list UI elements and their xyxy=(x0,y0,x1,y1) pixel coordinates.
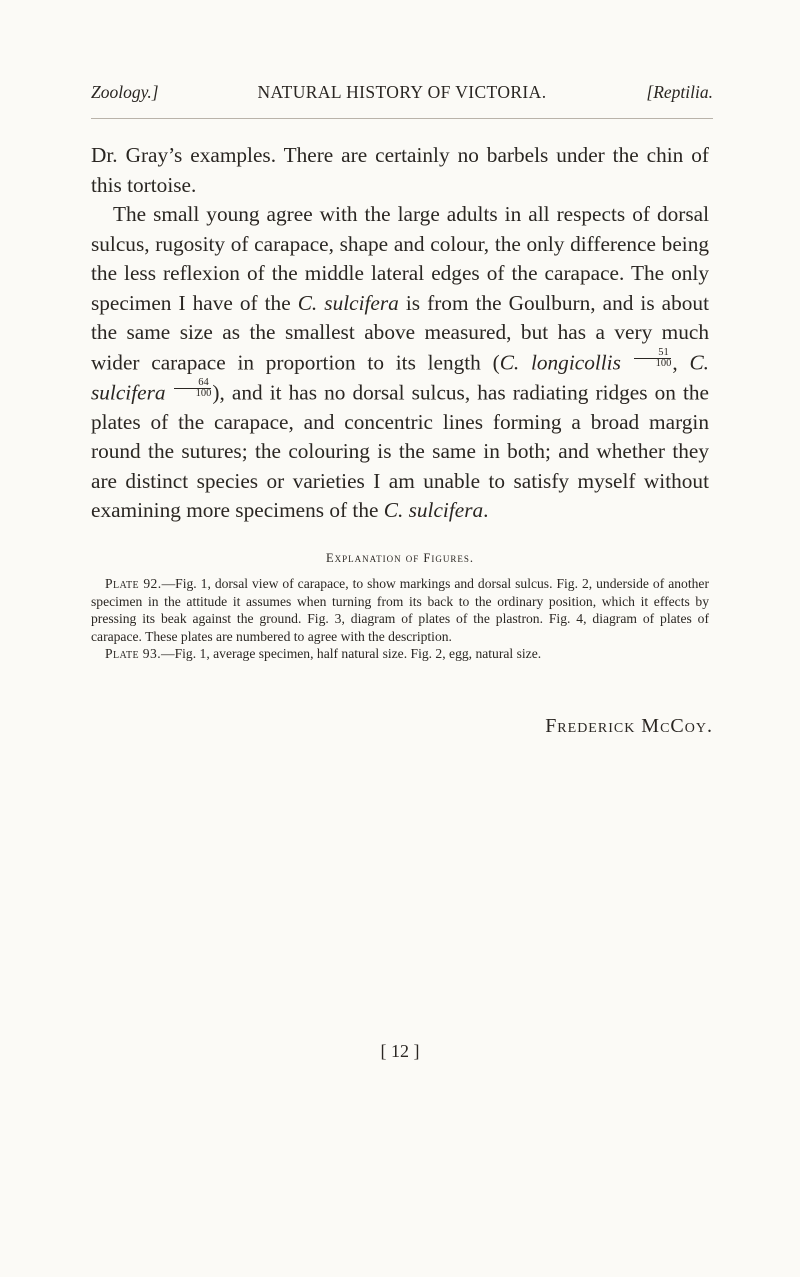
fraction-longicollis: $\frac{51}{100}$ xyxy=(634,348,672,369)
fraction-sulcifera: $\frac{64}{100}$ xyxy=(174,378,212,399)
header-subsection: [Reptilia. xyxy=(646,82,713,102)
author-signature: Frederick McCoy. xyxy=(545,715,713,737)
paragraph-1: Dr. Gray’s examples. There are certainly no barbels under the chin of this tortoise. xyxy=(91,143,709,197)
header-rule xyxy=(91,118,713,119)
header-title: NATURAL HISTORY OF VICTORIA. xyxy=(257,82,547,102)
explanation-heading: Explanation of Figures. xyxy=(326,551,474,565)
plate-93-caption: Plate 93.—Fig. 1, average specimen, half natural size. Fig. 2, egg, natural size. xyxy=(105,646,542,661)
running-header xyxy=(91,82,713,108)
explanation-of-figures xyxy=(91,575,709,663)
plate-92-caption: Plate 92.—Fig. 1, dorsal view of carapace, to show markings and dorsal sulcus. Fig. 2, underside of another specimen in the attitude it assumes when turning from its back to the ordinary position, which it effects by pressing its beak against the ground. Fig. 3, diagram of plates of the plastron. Fig. 4, diagram of plates of carapace. These plates are numbered to agree with the description. xyxy=(91,576,709,644)
page-number: [ 12 ] xyxy=(380,1041,420,1061)
main-text xyxy=(91,141,709,526)
header-section: Zoology.] xyxy=(91,82,159,102)
paragraph-2: The small young agree with the large adults in all respects of dorsal sulcus, rugosity of carapace, shape and colour, the only difference being the less reflexion of the middle lateral edges of the carapace. The only specimen I have of the C. sulcifera is from the Goulburn, and is about the same size as the smallest above measured, but has a very much wider carapace in proportion to its length (C. longicollis $\frac{51}{100}$ , C. sulcifera $\frac{64}{100}$ ), and it has no dorsal sulcus, has radiating ridges on the plates of the carapace, and concentric lines forming a broad margin round the sutures; the colouring is the same in both; and whether they are distinct species or varieties I am unable to satisfy myself without examining more specimens of the C. sulcifera. xyxy=(91,202,710,523)
